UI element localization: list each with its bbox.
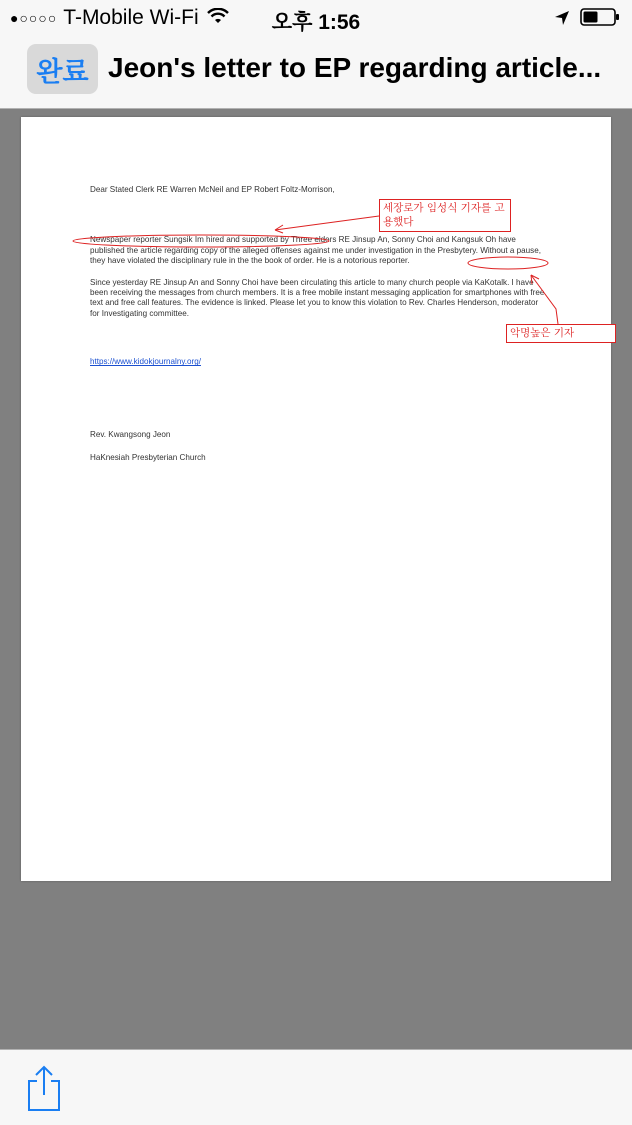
- carrier-name: T-Mobile Wi-Fi: [63, 6, 199, 29]
- navigation-bar: [0, 36, 632, 109]
- document-page[interactable]: [21, 117, 611, 881]
- signature-name: Rev. Kwangsong Jeon: [90, 429, 171, 439]
- document-title: Jeon's letter to EP regarding article...: [108, 52, 602, 83]
- evidence-link[interactable]: https://www.kidokjournalny.org/: [90, 357, 201, 367]
- location-arrow-icon: [554, 8, 570, 32]
- done-button[interactable]: 완료: [27, 44, 98, 94]
- signal-strength-icon: ●○○○○: [10, 10, 58, 26]
- signature-church: HaKnesiah Presbyterian Church: [90, 453, 206, 463]
- annotation-note-notorious: 악명높은 기자: [506, 324, 616, 343]
- status-bar: [0, 0, 632, 36]
- status-right: [554, 7, 620, 33]
- bottom-toolbar: [0, 1049, 632, 1125]
- letter-paragraph-1: Newspaper reporter Sungsik Im hired and supported by Three elders RE Jinsup An, Sonny Choi and Kangsuk Oh have published the article regarding copy of the alleged offenses against me under investigation in the Presbytery. Without a pause, they have violated the disciplinary rule in the the book of order. He is a notorious reporter.: [90, 235, 541, 266]
- battery-icon: [580, 7, 620, 33]
- letter-greeting: Dear Stated Clerk RE Warren McNeil and EP Robert Foltz-Morrison,: [90, 185, 335, 194]
- annotation-note-hired: 세장로가 임성식 기자를 고용했다: [379, 199, 511, 232]
- share-icon[interactable]: [24, 1064, 64, 1112]
- letter-paragraph-2: Since yesterday RE Jinsup An and Sonny Choi have been circulating this article to many church people via KaKotalk. I have been receiving the messages from church members. It is a free mobile instant messaging application for smartphones with free text and free call features. The evidence is linked. Please let you to know this violation to Rev. Charles Henderson, moderator for Investigating committee.: [90, 277, 545, 318]
- status-time: 오후 1:56: [271, 11, 361, 34]
